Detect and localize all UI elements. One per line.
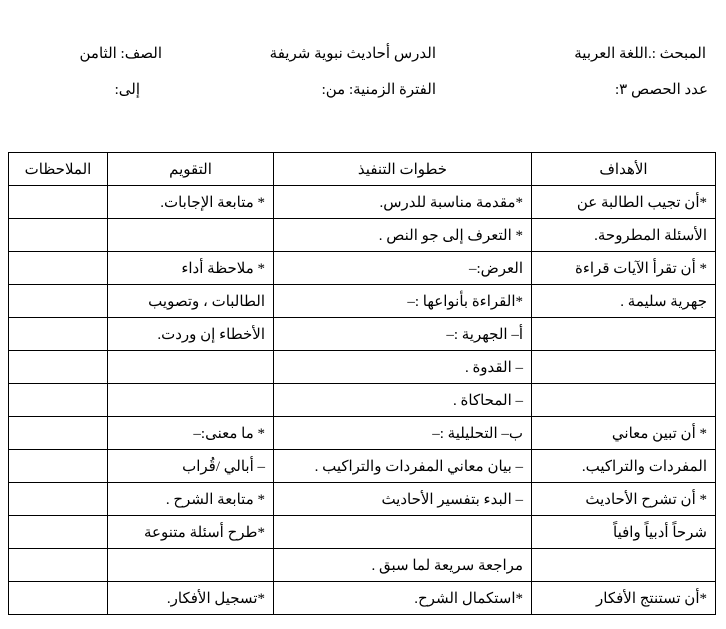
goal-cell: جهرية سليمة . [532,285,716,318]
goal-cell: *أن تستنتج الأفكار [532,582,716,615]
lesson-label: الدرس أحاديث نبوية شريفة [269,46,436,62]
evaluation-cell: *طرح أسئلة متنوعة [108,516,274,549]
goal-cell: * أن تشرح الأحاديث [532,483,716,516]
table-row [9,384,716,417]
notes-cell [9,582,108,615]
steps-cell: العرض:– [274,252,532,285]
column-header-steps: خطوات التنفيذ [274,153,532,186]
table-row [9,483,716,516]
sessions-label: عدد الحصص ٣: [614,82,708,98]
evaluation-cell [108,351,274,384]
column-header-evaluation: التقويم [108,153,274,186]
column-header-notes: الملاحظات [9,153,108,186]
notes-cell [9,417,108,450]
evaluation-cell: * متابعة الشرح . [108,483,274,516]
evaluation-cell: * ما معنى:– [108,417,274,450]
steps-cell: – البدء بتفسير الأحاديث [274,483,532,516]
goal-cell: المفردات والتراكيب. [532,450,716,483]
evaluation-cell: – أبالي /قُراب [108,450,274,483]
steps-cell: – القدوة . [274,351,532,384]
table-row [9,516,716,549]
table-row [9,219,716,252]
goal-cell: * أن تبين معاني [532,417,716,450]
notes-cell [9,318,108,351]
goal-cell [532,549,716,582]
table-row [9,318,716,351]
evaluation-cell [108,549,274,582]
goal-cell [532,351,716,384]
column-header-goals: الأهداف [532,153,716,186]
steps-cell: – المحاكاة . [274,384,532,417]
lesson-plan-table [8,152,716,615]
goal-cell [532,384,716,417]
evaluation-cell [108,219,274,252]
notes-cell [9,450,108,483]
goal-cell: * أن تقرأ الآيات قراءة [532,252,716,285]
notes-cell [9,351,108,384]
notes-cell [9,516,108,549]
steps-cell: *استكمال الشرح. [274,582,532,615]
table-row [9,252,716,285]
table-row [9,186,716,219]
notes-cell [9,549,108,582]
steps-cell [274,516,532,549]
notes-cell [9,219,108,252]
subject-label: المبحث :.اللغة العربية [574,46,706,62]
notes-cell [9,285,108,318]
table-row [9,417,716,450]
evaluation-cell: الطالبات ، وتصويب [108,285,274,318]
to-label: إلى: [114,82,140,98]
steps-cell: ب– التحليلية :– [274,417,532,450]
table-row [9,549,716,582]
grade-label: الصف: الثامن [79,46,162,62]
evaluation-cell [108,384,274,417]
goal-cell [532,318,716,351]
steps-cell: – بيان معاني المفردات والتراكيب . [274,450,532,483]
notes-cell [9,384,108,417]
evaluation-cell: الأخطاء إن وردت. [108,318,274,351]
table-header-row [9,153,716,186]
evaluation-cell: *تسجيل الأفكار. [108,582,274,615]
goal-cell: الأسئلة المطروحة. [532,219,716,252]
steps-cell: * التعرف إلى جو النص . [274,219,532,252]
table-row [9,450,716,483]
table-row [9,582,716,615]
steps-cell: *مقدمة مناسبة للدرس. [274,186,532,219]
steps-cell: *القراءة بأنواعها :– [274,285,532,318]
table-row [9,285,716,318]
notes-cell [9,252,108,285]
period-label: الفترة الزمنية: من: [321,82,436,98]
steps-cell: أ– الجهرية :– [274,318,532,351]
evaluation-cell: * متابعة الإجابات. [108,186,274,219]
goal-cell: *أن تجيب الطالبة عن [532,186,716,219]
notes-cell [9,483,108,516]
evaluation-cell: * ملاحظة أداء [108,252,274,285]
table-row [9,351,716,384]
goal-cell: شرحاً أدبياً وافياً [532,516,716,549]
steps-cell: مراجعة سريعة لما سبق . [274,549,532,582]
notes-cell [9,186,108,219]
